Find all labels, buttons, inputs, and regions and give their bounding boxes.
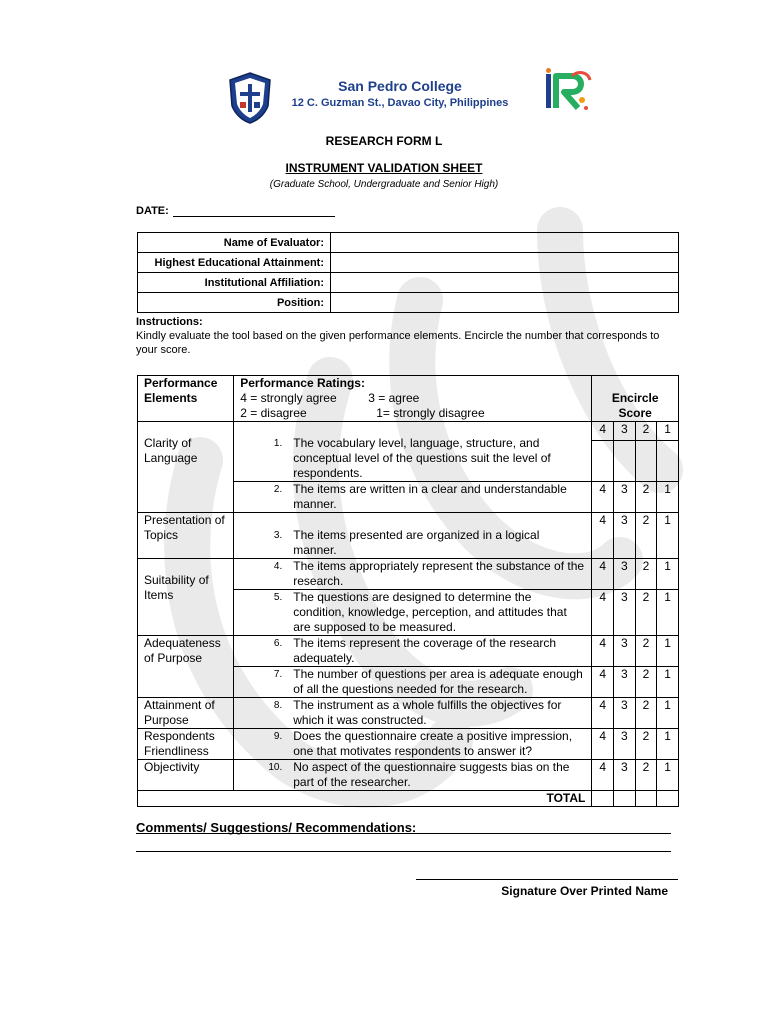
item-text: The instrument as a whole fulfills the objectives for which it was constructed. <box>293 698 562 727</box>
total-cell[interactable] <box>614 791 636 807</box>
score-2[interactable]: 2 <box>635 482 657 513</box>
score-3[interactable]: 3 <box>614 698 636 729</box>
sheet-title: INSTRUMENT VALIDATION SHEET <box>285 161 483 175</box>
item-text: The items are written in a clear and understandable manner. <box>293 482 567 511</box>
score-2[interactable]: 2 <box>635 729 657 760</box>
scale-line <box>240 406 585 421</box>
position-label: Position: <box>138 293 331 313</box>
score-4[interactable]: 4 <box>592 760 614 791</box>
affiliation-label: Institutional Affiliation: <box>138 273 331 293</box>
score-4[interactable]: 4 <box>592 729 614 760</box>
item-number: 8. <box>273 700 283 711</box>
score-3[interactable]: 3 <box>614 636 636 667</box>
scale-1: 1= strongly disagree <box>376 406 485 420</box>
evaluator-row <box>138 293 679 313</box>
total-label: TOTAL <box>138 791 592 807</box>
score-1[interactable]: 1 <box>657 590 679 636</box>
education-label: Highest Educational Attainment: <box>138 253 331 273</box>
score-3[interactable]: 3 <box>614 559 636 590</box>
score-2[interactable]: 2 <box>635 698 657 729</box>
item-number: 3. <box>273 530 283 541</box>
item-text: The items appropriately represent the substance of the research. <box>293 559 585 588</box>
total-cell[interactable] <box>657 791 679 807</box>
sheet-subtitle: (Graduate School, Undergraduate and Senior High) <box>269 179 499 190</box>
score-1[interactable]: 1 <box>657 698 679 729</box>
college-seal-logo <box>228 72 272 124</box>
table-row <box>138 636 679 667</box>
total-cell[interactable] <box>592 791 614 807</box>
item-cell <box>234 513 592 559</box>
item-cell <box>234 590 592 636</box>
date-label: DATE: <box>136 205 169 217</box>
education-field[interactable] <box>331 253 679 273</box>
score-3[interactable]: 3 <box>614 482 636 513</box>
item-cell <box>234 760 592 791</box>
score-4[interactable]: 4 <box>592 422 614 441</box>
item-text: No aspect of the questionnaire suggests bias on the part of the researcher. <box>293 760 570 789</box>
item-text: The number of questions per area is adequate enough of all the questions needed for the research. <box>293 667 583 696</box>
item-text: The items represent the coverage of the research adequately. <box>293 636 557 665</box>
score-1[interactable]: 1 <box>657 729 679 760</box>
signature-line[interactable] <box>416 879 678 880</box>
score-3[interactable]: 3 <box>614 760 636 791</box>
element-cell <box>138 636 234 698</box>
score-2[interactable]: 2 <box>635 559 657 590</box>
evaluator-info-table <box>137 232 679 313</box>
item-cell <box>234 667 592 698</box>
score-3[interactable]: 3 <box>614 667 636 698</box>
header-ratings <box>234 376 592 422</box>
total-row <box>138 791 679 807</box>
element-cell <box>138 729 234 760</box>
college-name: San Pedro College <box>338 78 462 94</box>
score-2[interactable]: 2 <box>635 636 657 667</box>
table-row <box>138 513 679 559</box>
score-1[interactable]: 1 <box>657 760 679 791</box>
score-4[interactable]: 4 <box>592 698 614 729</box>
score-4[interactable]: 4 <box>592 559 614 590</box>
score-blank[interactable] <box>657 441 679 482</box>
score-2[interactable]: 2 <box>635 760 657 791</box>
header-elements: Performance Elements <box>138 376 234 422</box>
evaluator-name-label: Name of Evaluator: <box>138 233 331 253</box>
item-number: 1. <box>273 438 283 449</box>
score-4[interactable]: 4 <box>592 482 614 513</box>
instructions-heading: Instructions: <box>136 316 203 328</box>
item-number: 5. <box>273 592 283 603</box>
score-4[interactable]: 4 <box>592 590 614 636</box>
element-cell <box>138 422 234 513</box>
table-row <box>138 698 679 729</box>
score-4[interactable]: 4 <box>592 513 614 559</box>
header-encircle-score: Encircle Score <box>592 376 679 422</box>
element-label: Presentation of Topics <box>144 513 225 542</box>
score-1[interactable]: 1 <box>657 559 679 590</box>
evaluator-row <box>138 233 679 253</box>
item-cell <box>234 422 592 482</box>
score-1[interactable]: 1 <box>657 482 679 513</box>
comments-heading: Comments/ Suggestions/ Recommendations: <box>136 820 417 835</box>
score-3[interactable]: 3 <box>614 422 636 441</box>
item-number: 6. <box>273 638 283 649</box>
score-2[interactable]: 2 <box>635 513 657 559</box>
comment-line[interactable] <box>136 833 671 834</box>
score-3[interactable]: 3 <box>614 513 636 559</box>
element-label: Attainment of Purpose <box>144 698 215 727</box>
research-logo <box>542 68 592 118</box>
score-blank[interactable] <box>614 441 636 482</box>
position-field[interactable] <box>331 293 679 313</box>
element-cell <box>138 559 234 636</box>
affiliation-field[interactable] <box>331 273 679 293</box>
element-label: Respondents Friendliness <box>144 729 215 758</box>
item-cell <box>234 698 592 729</box>
evaluator-row <box>138 273 679 293</box>
item-text: The items presented are organized in a logical manner. <box>293 528 540 557</box>
score-2[interactable]: 2 <box>635 422 657 441</box>
scale-3: 3 = agree <box>368 391 420 405</box>
score-1[interactable]: 1 <box>657 422 679 441</box>
item-cell <box>234 559 592 590</box>
table-row <box>138 760 679 791</box>
score-1[interactable]: 1 <box>657 513 679 559</box>
score-2[interactable]: 2 <box>635 590 657 636</box>
item-cell <box>234 636 592 667</box>
element-label: Clarity of Language <box>144 436 198 465</box>
item-number: 7. <box>273 669 283 680</box>
element-label: Suitability of Items <box>144 573 209 602</box>
score-blank[interactable] <box>635 441 657 482</box>
score-3[interactable]: 3 <box>614 729 636 760</box>
element-cell <box>138 513 234 559</box>
rating-table <box>137 375 679 807</box>
scale-4: 4 = strongly agree <box>240 391 337 405</box>
table-row <box>138 559 679 590</box>
score-blank[interactable] <box>592 441 614 482</box>
evaluator-name-field[interactable] <box>331 233 679 253</box>
table-row <box>138 422 679 441</box>
form-title: RESEARCH FORM L <box>325 134 443 148</box>
college-address: 12 C. Guzman St., Davao City, Philippines <box>291 97 509 109</box>
element-cell <box>138 698 234 729</box>
item-text: The questions are designed to determine the condition, knowledge, perception, and attitudes that are supposed to be measured. <box>293 590 567 634</box>
total-cell[interactable] <box>635 791 657 807</box>
scale-2: 2 = disagree <box>240 406 307 420</box>
element-cell <box>138 760 234 791</box>
element-label: Objectivity <box>144 760 200 774</box>
evaluator-row <box>138 253 679 273</box>
item-text: The vocabulary level, language, structure, and conceptual level of the questions suit the level of respondents. <box>293 436 551 480</box>
score-3[interactable]: 3 <box>614 590 636 636</box>
score-4[interactable]: 4 <box>592 667 614 698</box>
table-row <box>138 729 679 760</box>
item-text: Does the questionnaire create a positive impression, one that motivates respondents to answer it? <box>293 729 573 758</box>
ratings-title: Performance Ratings: <box>240 376 365 390</box>
item-cell <box>234 729 592 760</box>
item-number: 9. <box>273 731 283 742</box>
item-cell <box>234 482 592 513</box>
score-2[interactable]: 2 <box>635 667 657 698</box>
score-4[interactable]: 4 <box>592 636 614 667</box>
score-1[interactable]: 1 <box>657 636 679 667</box>
item-number: 10. <box>268 762 283 773</box>
comment-line[interactable] <box>136 851 671 852</box>
element-label: Adequateness of Purpose <box>144 636 221 665</box>
rating-header-row <box>138 376 679 422</box>
scale-line <box>240 391 585 406</box>
signature-label: Signature Over Printed Name <box>501 884 668 898</box>
date-blank-line[interactable] <box>173 205 335 217</box>
instructions-text: Kindly evaluate the tool based on the given performance elements. Encircle the number that corresponds to your score. <box>136 330 660 356</box>
item-number: 4. <box>273 561 283 572</box>
score-1[interactable]: 1 <box>657 667 679 698</box>
date-field[interactable] <box>136 205 335 217</box>
item-number: 2. <box>273 484 283 495</box>
